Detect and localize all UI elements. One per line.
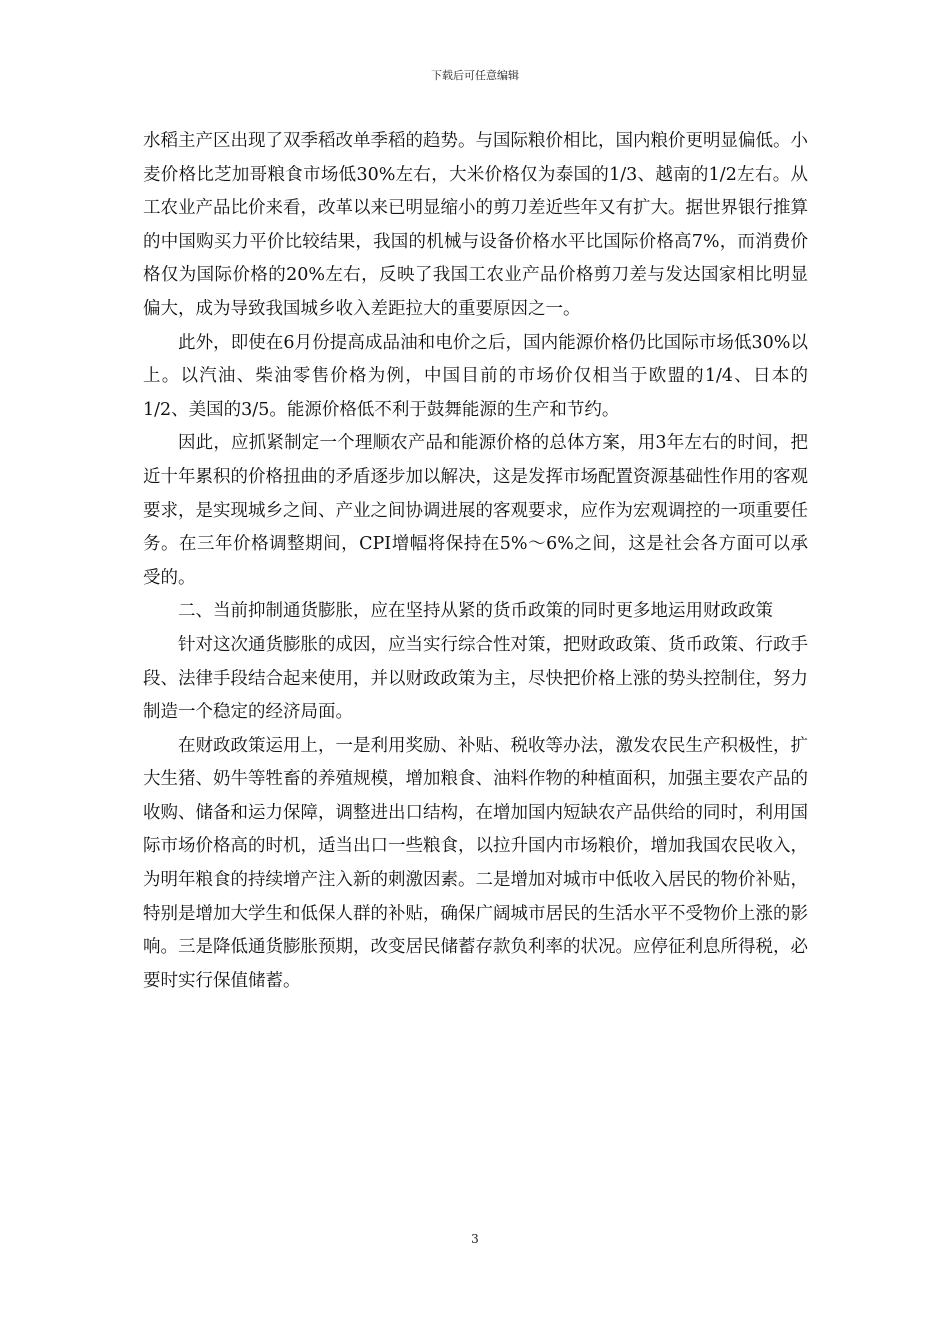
page-number: 3: [471, 1232, 479, 1246]
section-heading-fiscal-policy: 二、当前抑制通货膨胀，应在坚持从紧的货币政策的同时更多地运用财政政策: [178, 601, 773, 622]
paragraph-energy-prices: 此外，即使在6月份提高成品油和电价之后，国内能源价格仍比国际市场低30%以上。以汽油、柴油零售价格为例，中国目前的市场价仅相当于欧盟的1/4、日本的1/2、美国的3/5。能源价格低不利于鼓舞能源的生产和节约。: [143, 332, 808, 420]
paragraph-fiscal-measures: 在财政政策运用上，一是利用奖励、补贴、税收等办法，激发农民生产积极性，扩大生猪、奶牛等牲畜的养殖规模，增加粮食、油料作物的种植面积，加强主要农产品的收购、储备和运力保障，调整进出口结构，在增加国内短缺农产品供给的同时，利用国际市场价格高的时机，适当出口一些粮食，以拉升国内市场粮价，增加我国农民收入，为明年粮食的持续增产注入新的刺激因素。二是增加对城市中低收入居民的物价补贴，特别是增加大学生和低保人群的补贴，确保广阔城市居民的生活水平不受物价上涨的影响。三是降低通货膨胀预期，改变居民储蓄存款负利率的状况。应停征利息所得税，必要时实行保值储蓄。: [143, 735, 808, 991]
document-body: [143, 125, 808, 998]
paragraph-continuation: 水稻主产区出现了双季稻改单季稻的趋势。与国际粮价相比，国内粮价更明显偏低。小麦价格比芝加哥粮食市场低30%左右，大米价格仅为泰国的1/3、越南的1/2左右。从工农业产品比价来看，改革以来已明显缩小的剪刀差近些年又有扩大。据世界银行推算的中国购买力平价比较结果，我国的机械与设备价格水平比国际价格高7%，而消费价格仅为国际价格的20%左右，反映了我国工农业产品价格剪刀差与发达国家相比明显偏大，成为导致我国城乡收入差距拉大的重要原因之一。: [143, 131, 808, 319]
page-header: 下载后可任意编辑: [431, 69, 519, 82]
paragraph-price-plan: 因此，应抓紧制定一个理顺农产品和能源价格的总体方案，用3年左右的时间，把近十年累积的价格扭曲的矛盾逐步加以解决，这是发挥市场配置资源基础性作用的客观要求，是实现城乡之间、产业之间协调进展的客观要求，应作为宏观调控的一项重要任务。在三年价格调整期间，CPI增幅将保持在5%～6%之间，这是社会各方面可以承受的。: [143, 433, 808, 588]
paragraph-comprehensive-measures: 针对这次通货膨胀的成因，应当实行综合性对策，把财政政策、货币政策、行政手段、法律手段结合起来使用，并以财政政策为主，尽快把价格上涨的势头控制住，努力制造一个稳定的经济局面。: [143, 634, 808, 723]
